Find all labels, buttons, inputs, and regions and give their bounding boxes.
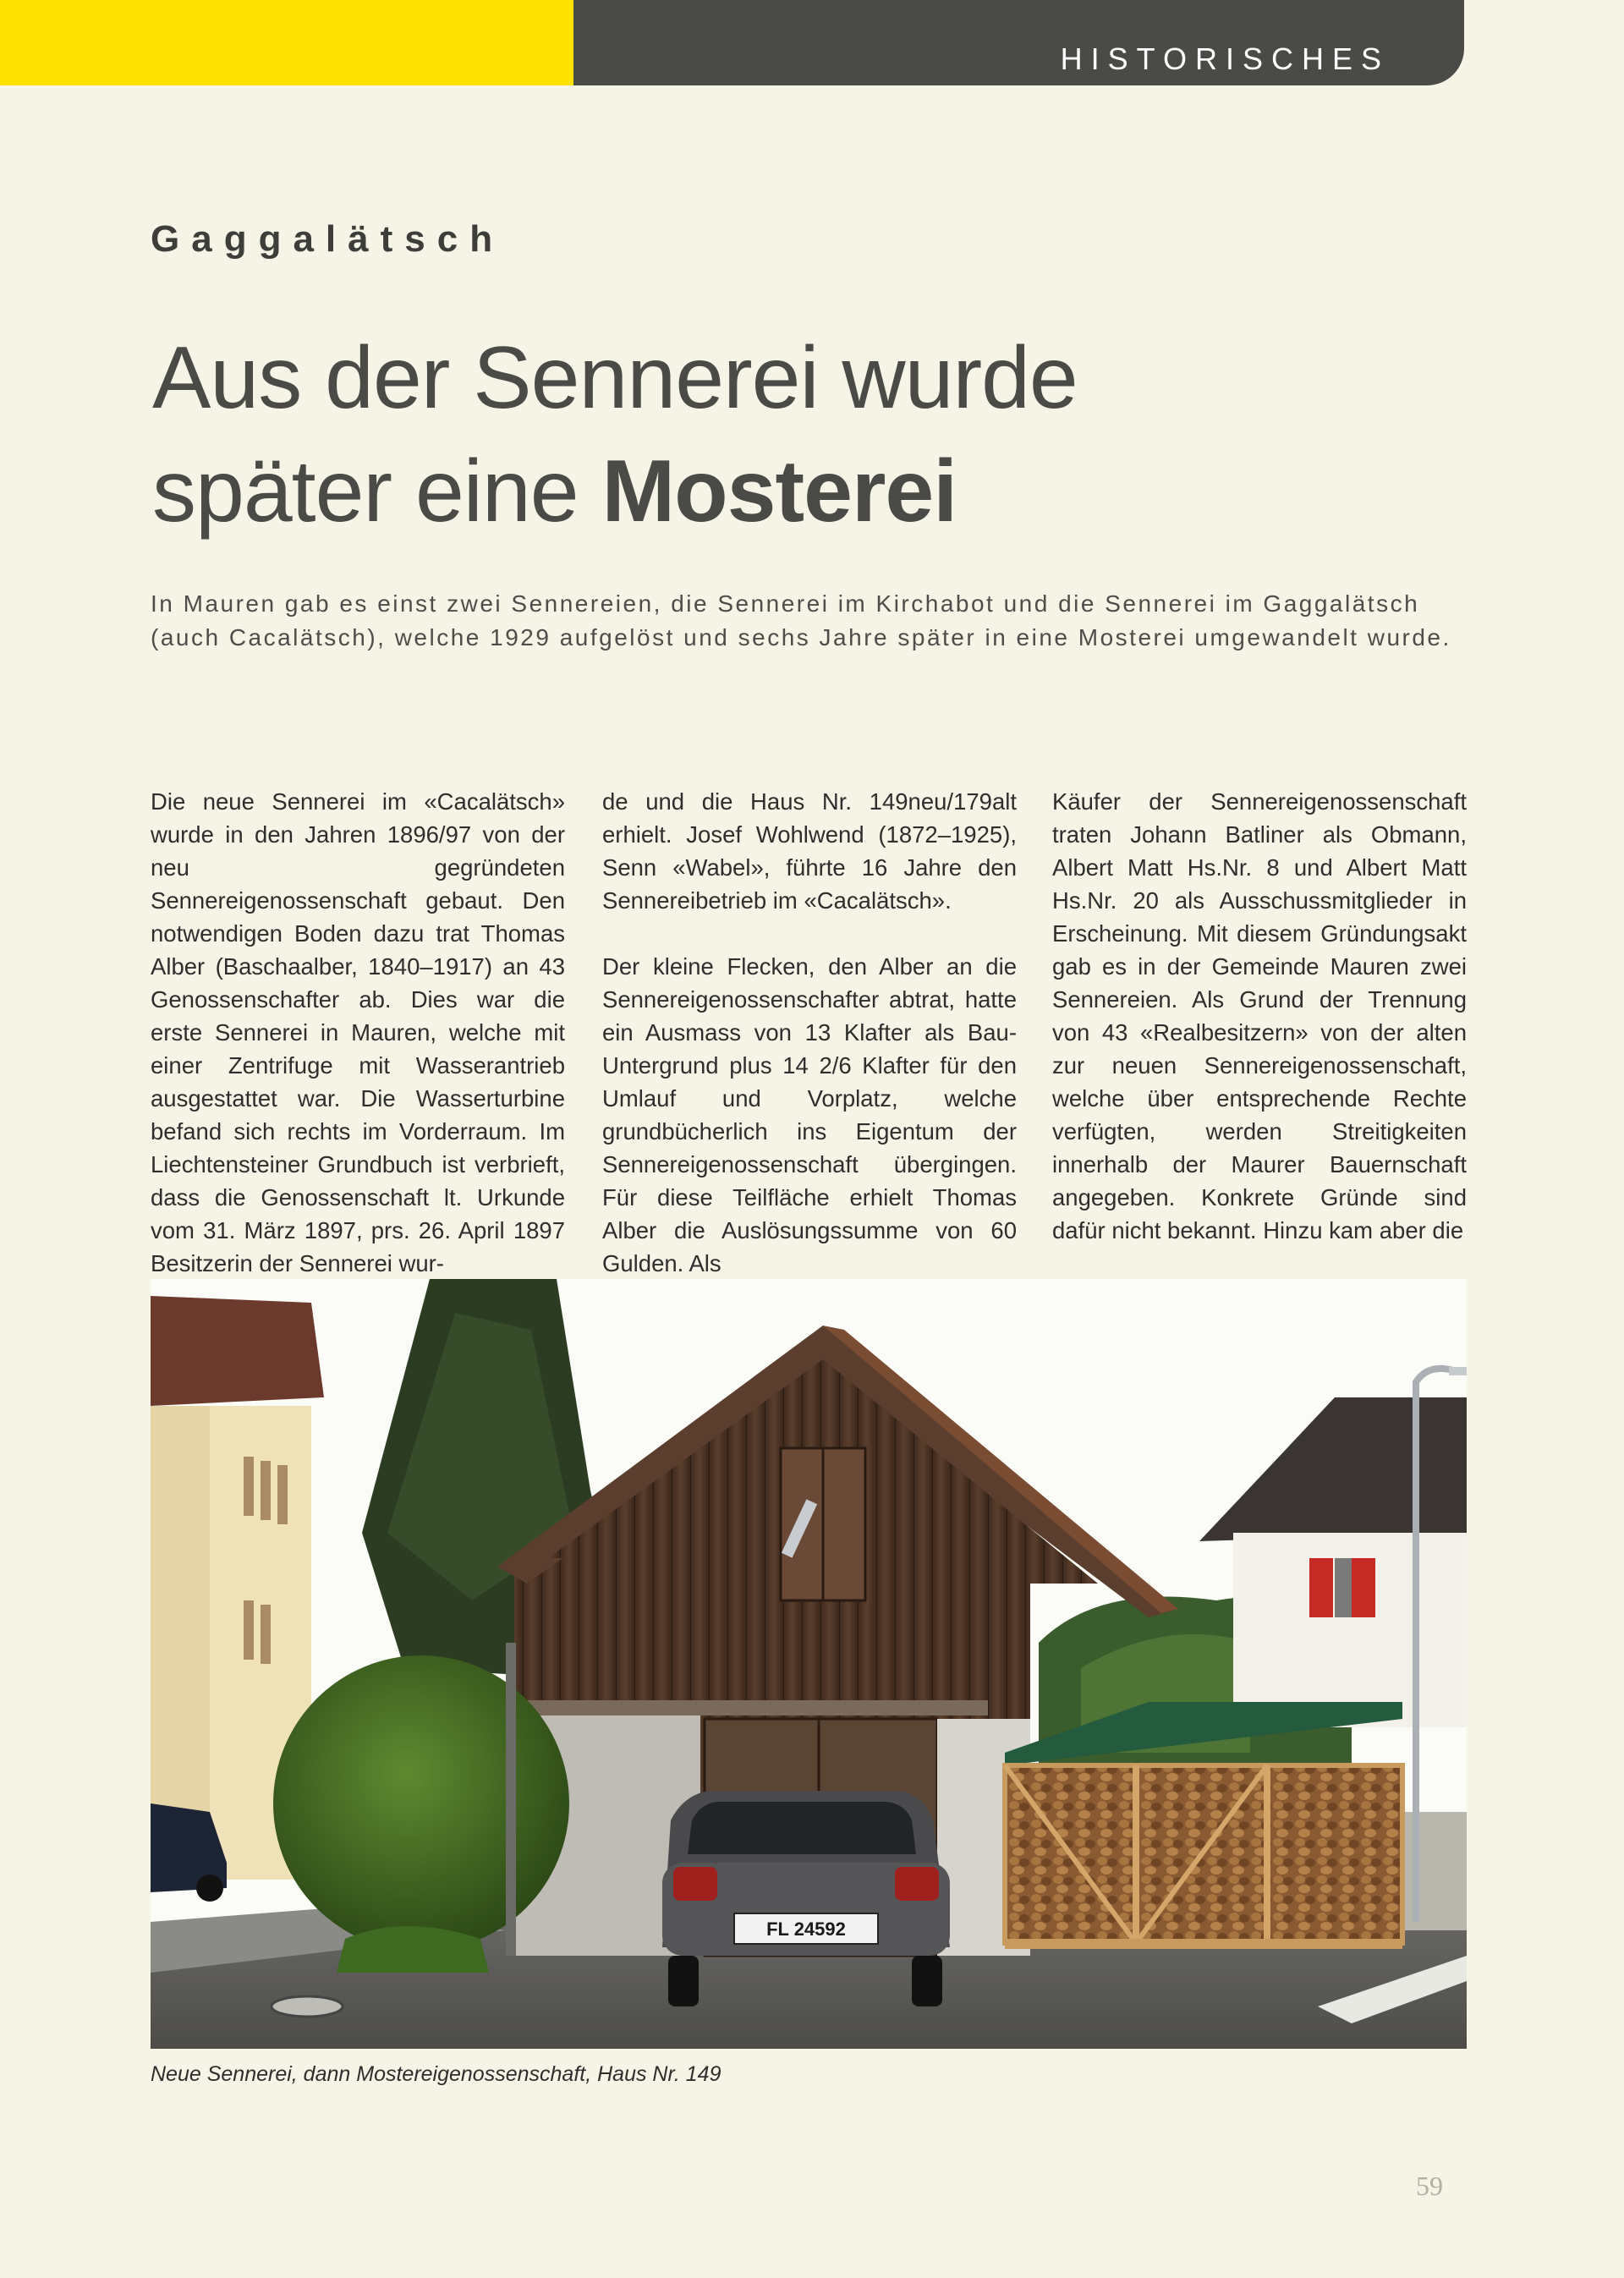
article-lead: In Mauren gab es einst zwei Sennereien, die Sennerei im Kirchabot und die Sennerei im Gaggalätsch (auch Cacalätsch), welche 1929 aufgelöst und sechs Jahre später in eine Mosterei umgewandelt wurde. (151, 590, 1451, 650)
body-paragraph: Käufer der Sennereigenossenschaft traten Johann Batliner als Obmann, Albert Matt Hs.Nr. 8 und Albert Matt Hs.Nr. 20 als Ausschussmitglieder in Erscheinung. Mit diesem Gründungsakt gab es in der Gemeinde Mauren zwei Sennereien. Als Grund der Trennung von 43 «Realbesitzern» von der alten zur neuen Sennereigenossenschaft, welche über entsprechende Rechte verfügten, werden Streitigkeiten innerhalb der Maurer Bauernschaft angegeben. Konkrete Gründe sind dafür nicht bekannt. Hinzu kam aber die (1052, 788, 1467, 1243)
photo-barn-illustration (151, 1279, 1467, 2049)
title-line-2 (152, 435, 1463, 548)
header-yellow-bar (0, 0, 573, 85)
text-column-2 (602, 785, 1017, 1280)
section-label: HISTORISCHES (1060, 41, 1390, 76)
title-line-2-bold: Mosterei (601, 442, 957, 541)
article-title (152, 321, 1463, 548)
body-paragraph: Die neue Sennerei im «Cacalätsch» wurde in den Jahren 1896/97 von der neu gegründeten Sennereigenossenschaft gebaut. Den notwendigen Boden dazu trat Thomas Alber (Baschaalber, 1840–1917) an 43 Genossenschafter ab. Dies war die erste Sennerei in Mauren, welche mit einer Zentrifuge mit Wasserantrieb ausgestattet war. Die Wasserturbine befand sich rechts im Vorderraum. Im Liechtensteiner Grundbuch ist verbrieft, dass die Genossenschaft lt. Urkunde vom 31. März 1897, prs. 26. April 1897 Besitzerin der Sennerei wur- (151, 788, 565, 1276)
photo-caption: Neue Sennerei, dann Mostereigenossenschaft, Haus Nr. 149 (151, 2062, 721, 2086)
text-column-1 (151, 785, 565, 1280)
title-line-1: Aus der Sennerei wurde (152, 329, 1078, 427)
page-number: 59 (1416, 2171, 1443, 2201)
header-section-bar (573, 0, 1464, 85)
license-plate-text: FL 24592 (766, 1918, 846, 1940)
body-paragraph: de und die Haus Nr. 149neu/179alt erhielt. Josef Wohlwend (1872–1925), Senn «Wabel», führte 16 Jahre den Sennereibetrieb im «Cacalätsch». (602, 788, 1017, 914)
article-kicker: Gaggalätsch (151, 218, 505, 260)
text-column-3 (1052, 785, 1467, 1247)
title-line-2-light: später eine (152, 442, 579, 541)
article-photo (151, 1279, 1467, 2049)
body-paragraph: Der kleine Flecken, den Alber an die Sennereigenossenschafter abtrat, hatte ein Ausmass von 13 Klafter als Bau-Untergrund plus 14 2/6 Klafter für den Umlauf und Vorplatz, welche grundbücherlich ins Eigentum der Sennereigenossenschaft übergingen. Für diese Teilfläche erhielt Thomas Alber die Auslösungssumme von 60 Gulden. Als (602, 953, 1017, 1276)
